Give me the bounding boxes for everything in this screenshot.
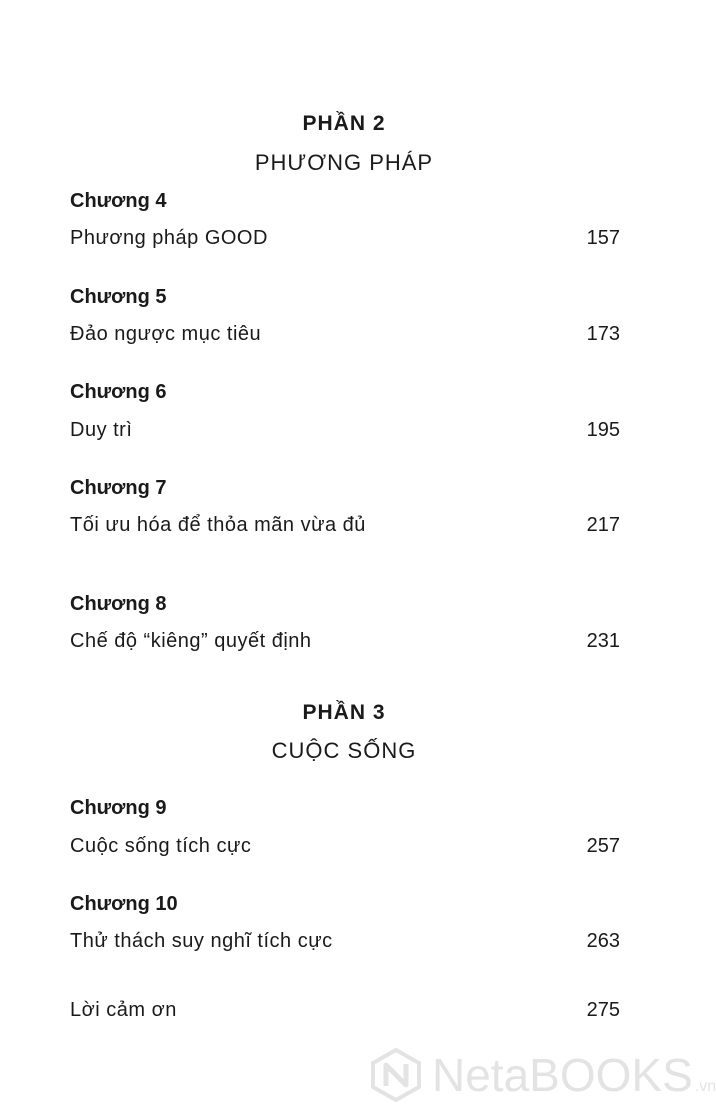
toc-entry-chapter-10[interactable]	[70, 930, 620, 958]
toc-entry-chapter-5[interactable]	[70, 323, 620, 351]
page-number: 275	[586, 999, 620, 1021]
toc-entry-chapter-7[interactable]	[70, 514, 620, 542]
part-2-label: PHẦN 2	[302, 112, 386, 135]
entry-title: Tối ưu hóa để thỏa mãn vừa đủ	[70, 514, 366, 536]
toc-entry-chapter-4[interactable]	[70, 227, 620, 255]
chapter-5-label: Chương 5	[70, 286, 167, 308]
watermark-brand: NetaBOOKS	[432, 1049, 693, 1101]
page-number: 195	[586, 419, 620, 441]
chapter-8-label: Chương 8	[70, 593, 167, 615]
part-3-label: PHẦN 3	[302, 701, 386, 724]
chapter-6-label: Chương 6	[70, 381, 167, 403]
watermark-domain: .vn	[694, 1078, 716, 1095]
entry-title: Thử thách suy nghĩ tích cực	[70, 930, 333, 952]
chapter-10-label: Chương 10	[70, 893, 178, 915]
page-number: 173	[586, 323, 620, 345]
part-3-title: CUỘC SỐNG	[271, 738, 417, 763]
part-2-title: PHƯƠNG PHÁP	[254, 150, 434, 175]
page-number: 257	[586, 835, 620, 857]
watermark	[368, 1040, 716, 1110]
page-number: 157	[586, 227, 620, 249]
page-number: 263	[586, 930, 620, 952]
toc-entry-acknowledgements[interactable]	[70, 999, 620, 1027]
entry-title: Phương pháp GOOD	[70, 227, 268, 249]
page-number: 231	[586, 630, 620, 652]
netabooks-logo-icon	[368, 1047, 424, 1103]
entry-title: Lời cảm ơn	[70, 999, 177, 1021]
entry-title: Duy trì	[70, 419, 133, 441]
toc-entry-chapter-8[interactable]	[70, 630, 620, 658]
chapter-4-label: Chương 4	[70, 190, 167, 212]
entry-title: Chế độ “kiêng” quyết định	[70, 630, 312, 652]
entry-title: Đảo ngược mục tiêu	[70, 323, 262, 345]
entry-title: Cuộc sống tích cực	[70, 835, 252, 857]
toc-entry-chapter-6[interactable]	[70, 419, 620, 447]
chapter-9-label: Chương 9	[70, 797, 167, 819]
chapter-7-label: Chương 7	[70, 477, 167, 499]
toc-entry-chapter-9[interactable]	[70, 835, 620, 863]
page-number: 217	[586, 514, 620, 536]
